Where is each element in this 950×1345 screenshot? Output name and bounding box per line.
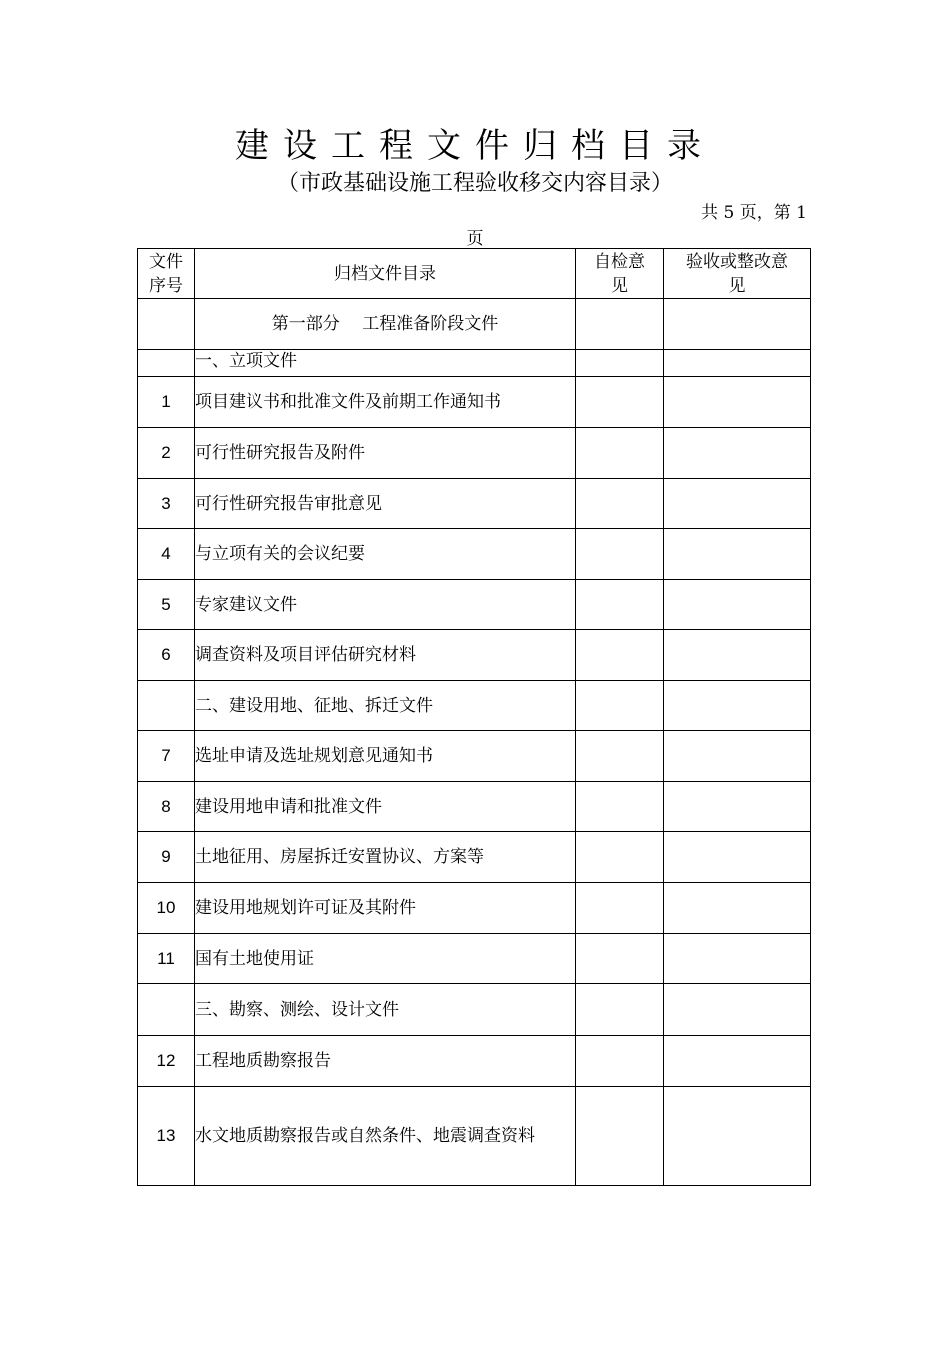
acceptance-cell xyxy=(664,883,811,934)
acceptance-cell xyxy=(664,934,811,984)
document-name: 专家建议文件 xyxy=(195,580,576,630)
document-name: 选址申请及选址规划意见通知书 xyxy=(195,731,576,782)
row-number: 6 xyxy=(138,630,195,681)
table-row xyxy=(138,580,811,630)
table-row xyxy=(138,1036,811,1087)
header-archive-catalog: 归档文件目录 xyxy=(195,249,576,299)
self-check-cell xyxy=(576,479,664,529)
header-file-number: 文件序号 xyxy=(138,249,195,299)
row-number: 12 xyxy=(138,1036,195,1087)
row-number: 1 xyxy=(138,377,195,428)
row-number xyxy=(138,299,195,350)
table-row xyxy=(138,428,811,479)
acceptance-cell xyxy=(664,428,811,479)
row-number: 7 xyxy=(138,731,195,782)
archive-catalog-table xyxy=(137,248,811,1186)
row-number xyxy=(138,350,195,377)
table-row xyxy=(138,832,811,883)
row-number: 8 xyxy=(138,782,195,832)
acceptance-cell xyxy=(664,529,811,580)
document-name: 国有土地使用证 xyxy=(195,934,576,984)
row-number: 4 xyxy=(138,529,195,580)
row-number: 5 xyxy=(138,580,195,630)
row-number: 11 xyxy=(138,934,195,984)
section-row xyxy=(138,350,811,377)
document-name: 可行性研究报告及附件 xyxy=(195,428,576,479)
row-number xyxy=(138,984,195,1036)
self-check-cell xyxy=(576,782,664,832)
section-row xyxy=(138,681,811,731)
acceptance-cell xyxy=(664,630,811,681)
row-number: 3 xyxy=(138,479,195,529)
acceptance-cell xyxy=(664,350,811,377)
self-check-cell xyxy=(576,984,664,1036)
acceptance-cell xyxy=(664,782,811,832)
row-number: 9 xyxy=(138,832,195,883)
section-heading: 一、立项文件 xyxy=(195,350,576,377)
self-check-cell xyxy=(576,299,664,350)
document-name: 可行性研究报告审批意见 xyxy=(195,479,576,529)
self-check-cell xyxy=(576,934,664,984)
row-number: 2 xyxy=(138,428,195,479)
table-row xyxy=(138,377,811,428)
section-row xyxy=(138,984,811,1036)
self-check-cell xyxy=(576,630,664,681)
table-row xyxy=(138,934,811,984)
self-check-cell xyxy=(576,883,664,934)
self-check-cell xyxy=(576,377,664,428)
row-number xyxy=(138,681,195,731)
acceptance-cell xyxy=(664,984,811,1036)
table-row xyxy=(138,782,811,832)
self-check-cell xyxy=(576,1036,664,1087)
acceptance-cell xyxy=(664,731,811,782)
acceptance-cell xyxy=(664,832,811,883)
self-check-cell xyxy=(576,428,664,479)
table-row xyxy=(138,1087,811,1186)
self-check-cell xyxy=(576,529,664,580)
table-row xyxy=(138,479,811,529)
document-name: 建设用地申请和批准文件 xyxy=(195,782,576,832)
document-name: 项目建议书和批准文件及前期工作通知书 xyxy=(195,377,576,428)
table-row xyxy=(138,883,811,934)
self-check-cell xyxy=(576,832,664,883)
page-count-label: 共 5 页，第 1 xyxy=(701,203,807,223)
acceptance-cell xyxy=(664,580,811,630)
header-acceptance: 验收或整改意见 xyxy=(664,249,811,299)
self-check-cell xyxy=(576,580,664,630)
acceptance-cell xyxy=(664,1036,811,1087)
acceptance-cell xyxy=(664,299,811,350)
section-row xyxy=(138,299,811,350)
document-name: 建设用地规划许可证及其附件 xyxy=(195,883,576,934)
document-name: 与立项有关的会议纪要 xyxy=(195,529,576,580)
row-number: 10 xyxy=(138,883,195,934)
self-check-cell xyxy=(576,1087,664,1186)
document-title: 建设工程文件归档目录 xyxy=(235,126,715,166)
self-check-cell xyxy=(576,731,664,782)
table-row xyxy=(138,529,811,580)
self-check-cell xyxy=(576,681,664,731)
document-name: 水文地质勘察报告或自然条件、地震调查资料 xyxy=(195,1087,576,1186)
acceptance-cell xyxy=(664,479,811,529)
document-name: 工程地质勘察报告 xyxy=(195,1036,576,1087)
part-heading: 第一部分 工程准备阶段文件 xyxy=(195,299,576,350)
page-count-label-continued: 页 xyxy=(466,229,484,249)
header-self-check: 自检意见 xyxy=(576,249,664,299)
table-row xyxy=(138,731,811,782)
section-heading: 三、勘察、测绘、设计文件 xyxy=(195,984,576,1036)
acceptance-cell xyxy=(664,377,811,428)
row-number: 13 xyxy=(138,1087,195,1186)
document-name: 调查资料及项目评估研究材料 xyxy=(195,630,576,681)
self-check-cell xyxy=(576,350,664,377)
document-subtitle: （市政基础设施工程验收移交内容目录） xyxy=(276,171,673,196)
section-heading: 二、建设用地、征地、拆迁文件 xyxy=(195,681,576,731)
table-header-row xyxy=(138,249,811,299)
acceptance-cell xyxy=(664,1087,811,1186)
acceptance-cell xyxy=(664,681,811,731)
document-name: 土地征用、房屋拆迁安置协议、方案等 xyxy=(195,832,576,883)
table-row xyxy=(138,630,811,681)
